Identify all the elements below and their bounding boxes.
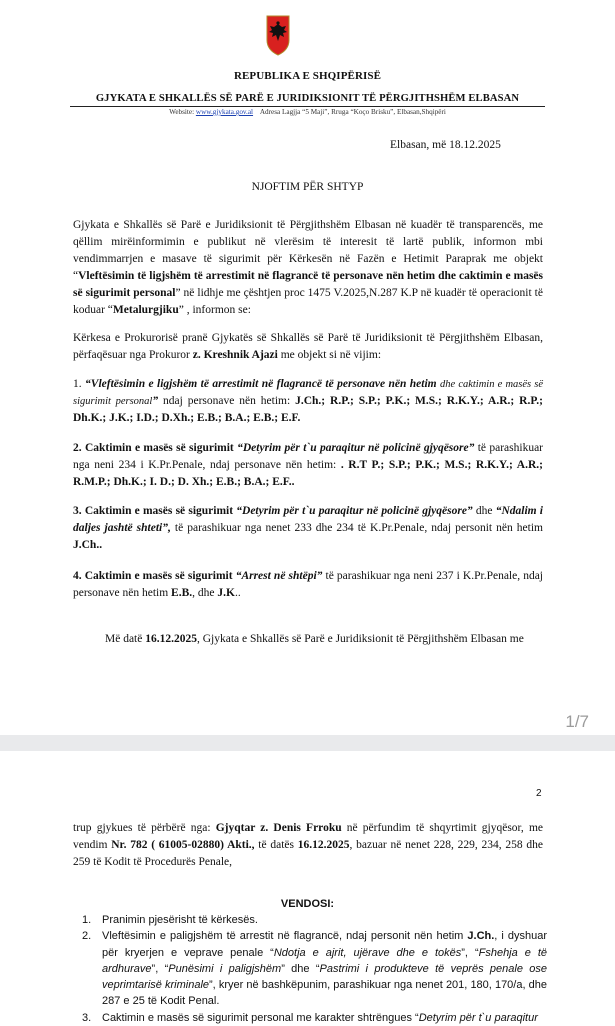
republic-heading: REPUBLIKA E SHQIPËRISË (233, 70, 382, 82)
header-divider (70, 106, 545, 107)
page-number: 2 (536, 788, 542, 799)
website-link[interactable]: www.gjykata.gov.al (195, 108, 254, 116)
website-label: Website: (169, 108, 195, 116)
closing-paragraph: Më datë 16.12.2025, Gjykata e Shkallës së Parë e Juridiksionit të Përgjithshëm Elbasan me (105, 633, 524, 645)
request-item-4: 4. Caktimin e masës së sigurimit “Arrest në shtëpi” të parashikuar nga neni 237 i K.Pr.Penale, ndaj personave nën hetim E.B., dhe J.K.. (73, 570, 543, 599)
decision-item: 2. Vleftësimin e paligjshëm të arrestit në flagrancë, ndaj personit nën hetim J.Ch., i dyshuar për kryerjen e veprave penale “Ndotja e ajrit, ujërave dhe e tokës”, “Fshehja e të ardhurave”, “Punësimi i paligjshëm” dhe “Pastrimi i produkteve të veprës penale ose veprimtarisë kriminale”, kryer në bashkëpunim, parashikuar nga nenet 201, 180, 170/a, dhe 287 e 25 të Kodit Penal. (82, 930, 547, 1008)
page-separator (0, 735, 615, 751)
court-address: Adresa Lagjja “5 Maji”, Rruga “Koço Brisku”, Elbasan,Shqipëri (259, 108, 446, 116)
request-item-3: 3. Caktimin e masës së sigurimit “Detyrim për t`u paraqitur në policinë gjyqësore” dhe “Ndalim i daljes jashtë shteti”, të parashikuar nga nenet 233 dhe 234 të K.Pr.Penale, ndaj personit nën hetim J.Ch.. (73, 505, 543, 551)
page-indicator: 1/7 (565, 712, 589, 731)
request-paragraph: Kërkesa e Prokurorisë pranë Gjykatës së Shkallës së Parë të Juridiksionit të Përgjithshëm Elbasan, përfaqësuar nga Prokuror z. Kreshnik Ajazi me objekt si në vijim: (73, 332, 543, 361)
decision-list (82, 912, 547, 1026)
panel-paragraph: trup gjykues të përbërë nga: Gjyqtar z. Denis Frroku në përfundim të shqyrtimit gjyqësor, me vendim Nr. 782 ( 61005-02880) Akti., të datës 16.12.2025, bazuar në nenet 228, 229, 234, 258 dhe 259 të Kodit të Procedurës Penale, (73, 822, 544, 868)
decision-item: 1. Pranimin pjesërisht të kërkesës. (82, 914, 258, 926)
albanian-emblem-icon (264, 14, 292, 56)
request-item-1: 1. “Vleftësimin e ligjshëm të arrestimit në flagrancë të personave nën hetim dhe caktimin e masës së sigurimit personal” ndaj personave nën hetim: J.Ch.; R.P.; S.P.; P.K.; M.S.; R.K.Y.; A.R.; R.P.; Dh.K.; J.K.; I.D.; D.Xh.; E.B.; B.A.; E.B.; E.F. (73, 378, 544, 424)
decision-heading: VENDOSI: (280, 898, 335, 910)
request-item-2: 2. Caktimin e masës së sigurimit “Detyrim për t`u paraqitur në policinë gjyqësore” të parashikuar nga neni 234 i K.Pr.Penale, ndaj personave nën hetim: . R.T P.; S.P.; P.K.; M.S.; R.K.Y.; A.R.; R.M.P.; Dh.K.; I. D.; D. Xh.; E.B.; B.A.; E.F.. (73, 442, 543, 488)
court-contact-line (70, 108, 545, 116)
court-heading: GJYKATA E SHKALLËS SË PARË E JURIDIKSIONIT TË PËRGJITHSHËM ELBASAN (95, 93, 520, 104)
decision-item: 3. Caktimin e masës së sigurimit personal me karakter shtrëngues “Detyrim për t`u paraqitur (82, 1011, 538, 1024)
press-release-title: NJOFTIM PËR SHTYP (251, 181, 364, 193)
place-date: Elbasan, më 18.12.2025 (390, 139, 501, 151)
intro-paragraph: Gjykata e Shkallës së Parë e Juridiksionit të Përgjithshëm Elbasan në kuadër të transparencës, me qëllim mirëinformimin e publikut në vlerësim të interesit të lartë publik, informon mbi vendimmarrjen e masave të sigurimit për Kërkesën në Fazën e Hetimit Paraprak me objekt “Vleftësimin të ligjshëm të arrestimit në flagrancë të personave nën hetim dhe caktimin e masës së sigurimit personal” në lidhje me çështjen proc 1475 V.2025,N.287 K.P në kuadër të operacionit të koduar “Metalurgjiku” , informon se: (73, 219, 543, 316)
